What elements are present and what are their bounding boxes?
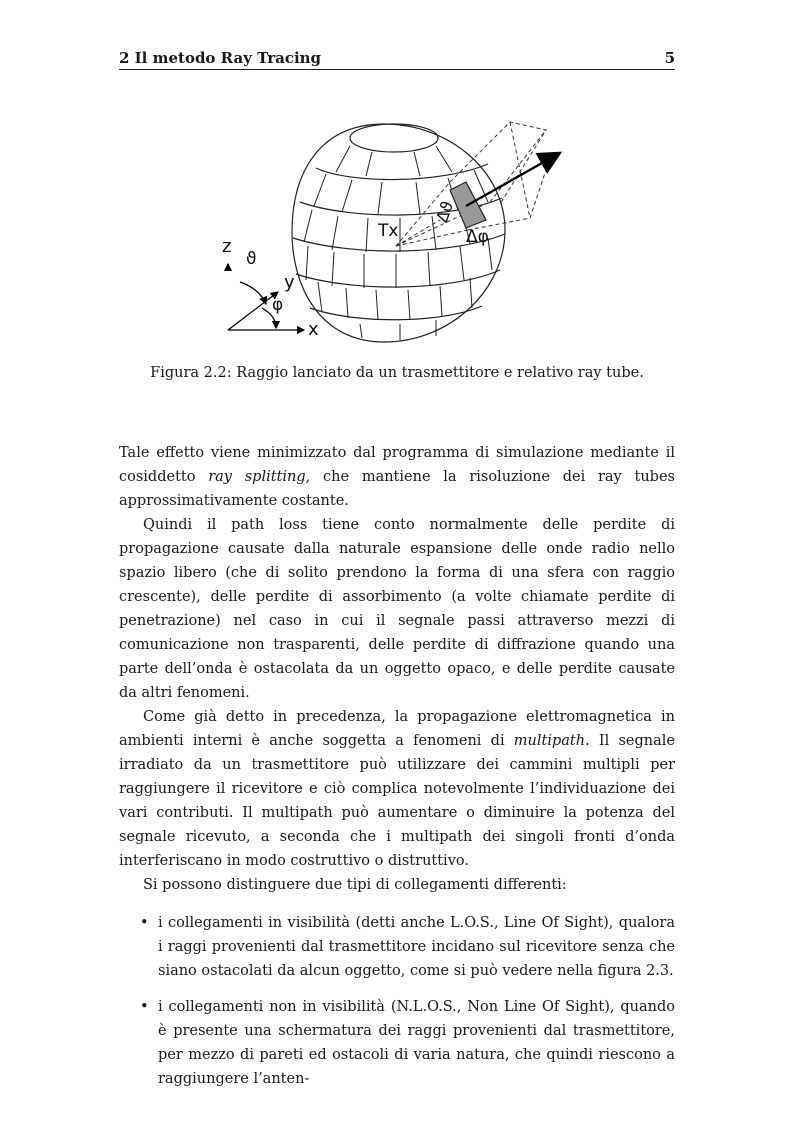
paragraph-4: Si possono distinguere due tipi di collegamenti differenti:: [143, 877, 567, 893]
delta-phi-label: Δφ: [466, 227, 489, 247]
axis-y-label: y: [284, 272, 295, 293]
bullet-list: [119, 911, 675, 1091]
running-header: [119, 47, 675, 70]
list-item: • i collegamenti non in visibilità (N.L.O.S., Non Line Of Sight), quando è presente una schermatura dei raggi provenienti dal trasmettitore, per mezzo di pareti ed ostacoli di varia natura, che quindi riescono a raggiungere l’anten-: [119, 995, 675, 1091]
tx-label: Tx: [378, 221, 399, 241]
figure-caption: Figura 2.2: Raggio lanciato da un trasmettitore e relativo ray tube.: [150, 365, 644, 381]
figure-ray-tube: [200, 112, 580, 344]
ray-tube-diagram: [200, 112, 580, 344]
axis-z-label: z: [222, 236, 232, 257]
bullet-icon: •: [140, 915, 149, 931]
delta-theta-label: Δϑ: [432, 198, 458, 225]
phi-label: φ: [272, 295, 284, 315]
chapter-title: 2 Il metodo Ray Tracing: [119, 49, 322, 67]
ray-arrow: [466, 154, 558, 206]
paragraph-3: Come già detto in precedenza, la propagazione elettromagnetica in ambienti interni è anche soggetta a fenomeni di multipath. Il segnale irradiato da un trasmettitore può utilizzare dei cammini multipli per raggiungere il ricevitore e ciò complica notevolmente l’individuazione dei vari contributi. Il multipath può aumentare o diminuire la potenza del segnale ricevuto, a seconda che i multipath dei singoli fronti d’onda interferiscano in modo costruttivo o distruttivo.: [119, 709, 675, 869]
ray-splitting-term: ray splitting: [208, 469, 306, 485]
bullet-icon: •: [140, 999, 149, 1015]
theta-label: ϑ: [246, 249, 257, 269]
multipath-term: multipath: [513, 733, 586, 749]
paragraph-2: Quindi il path loss tiene conto normalmente delle perdite di propagazione causate dalla naturale espansione delle onde radio nello spazio libero (che di solito prendono la forma di una sfera con raggio crescente), delle perdite di assorbimento (a volte chiamate perdite di penetrazione) nel caso in cui il segnale passi attraverso mezzi di comunicazione non trasparenti, delle perdite di diffrazione quando una parte dell’onda è ostacolata da un oggetto opaco, e delle perdite causate da altri fenomeni.: [119, 517, 675, 701]
body-text: [119, 441, 675, 1103]
list-item: • i collegamenti in visibilità (detti anche L.O.S., Line Of Sight), qualora i raggi provenienti dal trasmettitore incidano sul ricevitore senza che siano ostacolati da alcun oggetto, come si può vedere nella figura 2.3.: [119, 911, 675, 983]
page-number: 5: [664, 49, 675, 67]
axis-x-label: x: [308, 319, 319, 340]
paragraph-1: Tale effetto viene minimizzato dal programma di simulazione mediante il cosiddetto ray splitting, che mantiene la risoluzione dei ray tubes approssimativamente costante.: [119, 445, 675, 509]
